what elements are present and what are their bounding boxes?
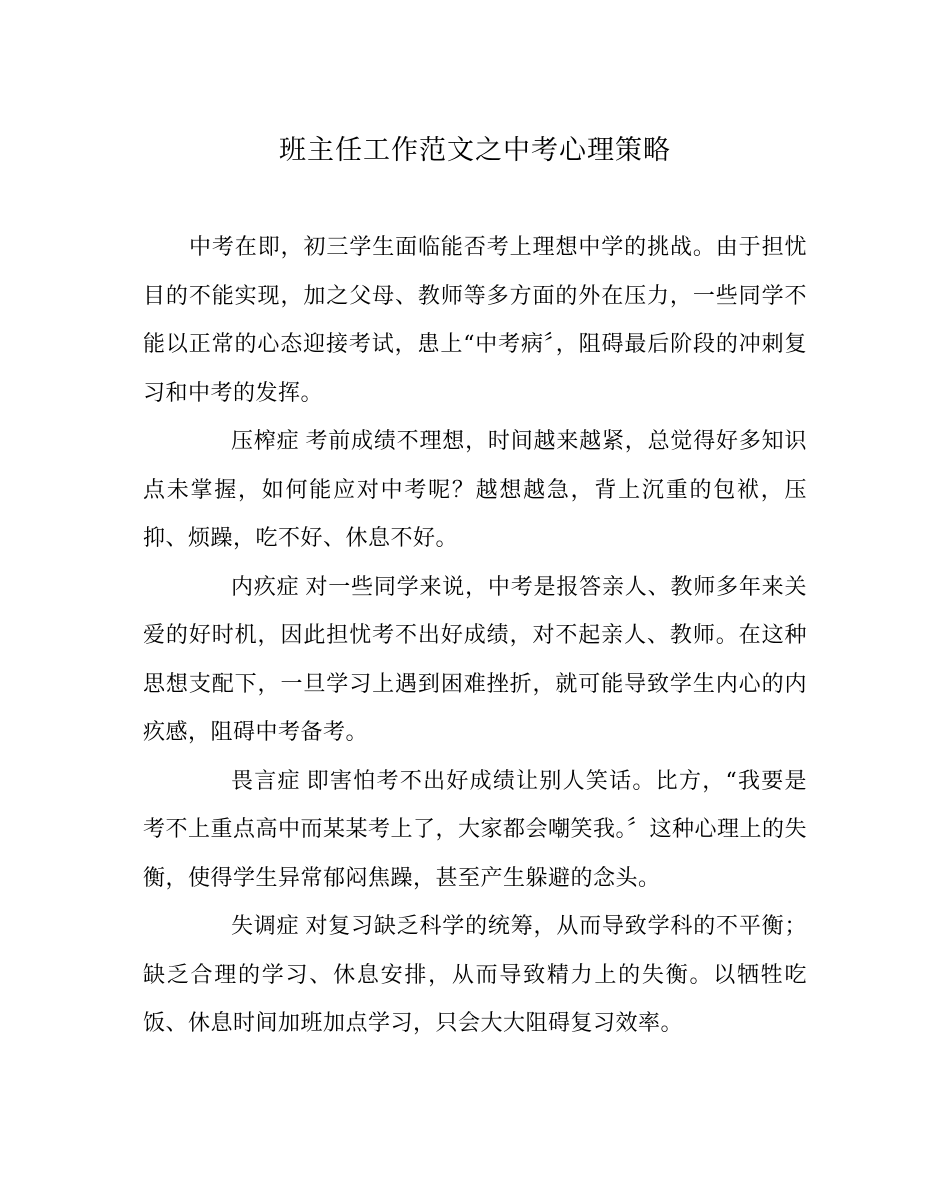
section-text: 对复习缺乏科学的统筹，从而导致学科的不平衡；缺乏合理的学习、休息安排，从而导致精力上的失衡。以牺牲吃饭、休息时间加班加点学习，只会大大阻碍复习效率。: [143, 914, 807, 1036]
section-paragraph-pressure: [143, 418, 807, 564]
section-text: 即害怕考不出好成绩让别人笑话。比方，“我要是考不上重点高中而某某考上了，大家都会嘲笑我。〞这种心理上的失衡，使得学生异常郁闷焦躁，甚至产生躲避的念头。: [143, 768, 808, 891]
section-term: 压榨症: [231, 429, 300, 454]
section-term: 失调症: [231, 914, 300, 939]
section-paragraph-fear: [143, 758, 807, 904]
section-term: 畏言症: [231, 768, 301, 794]
document-body: [143, 224, 807, 1049]
document-title: 班主任工作范文之中考心理策略: [279, 135, 671, 166]
section-paragraph-guilt: [143, 564, 807, 758]
section-text: 考前成绩不理想，时间越来越紧，总觉得好多知识点未掌握，如何能应对中考呢？越想越急，背上沉重的包袱，压抑、烦躁，吃不好、休息不好。: [143, 429, 807, 551]
section-paragraph-imbalance: [143, 903, 807, 1049]
section-text: 对一些同学来说，中考是报答亲人、教师多年来关爱的好时机，因此担忧考不出好成绩，对不起亲人、教师。在这种思想支配下，一旦学习上遇到困难挫折，就可能导致学生内心的内疚感，阻碍中考备考。: [143, 574, 807, 745]
section-term: 内疚症: [231, 574, 300, 600]
intro-paragraph: 中考在即，初三学生面临能否考上理想中学的挑战。由于担忧目的不能实现，加之父母、教师等多方面的外在压力，一些同学不能以正常的心态迎接考试，患上“中考病〞，阻碍最后阶段的冲刺复习和中考的发挥。: [143, 235, 807, 406]
